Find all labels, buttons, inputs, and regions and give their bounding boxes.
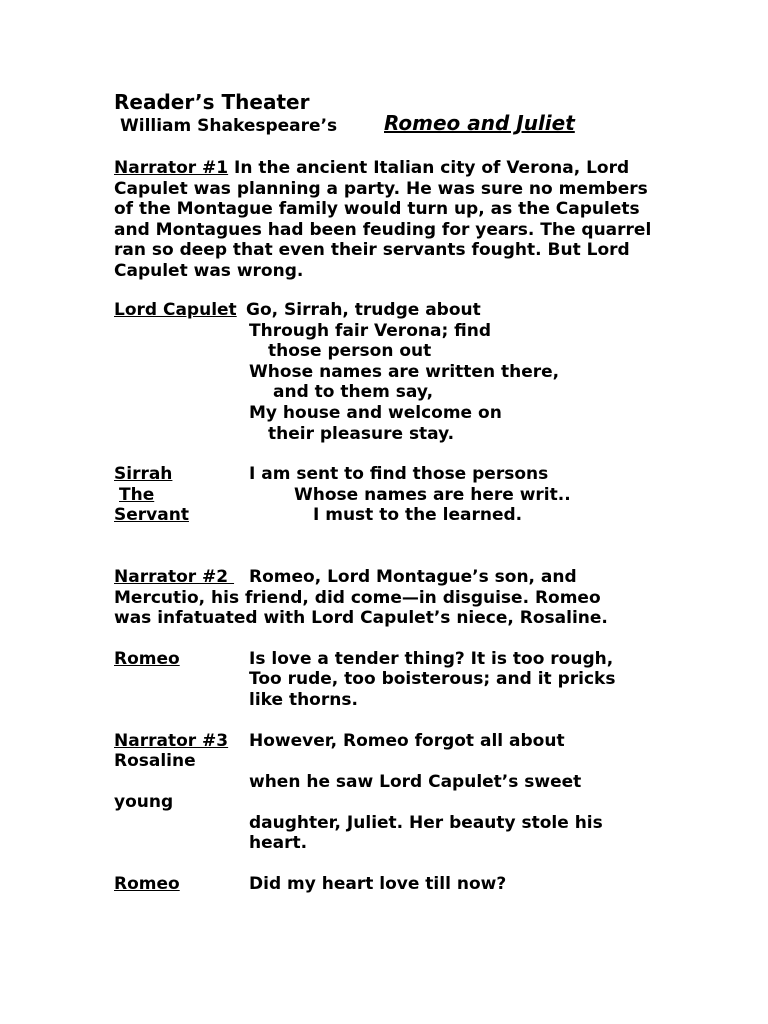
capulet-line: Go, Sirrah, trudge about [246, 300, 481, 320]
sirrah-line: Whose names are here writ.. [294, 485, 571, 505]
narrator3-line: young [114, 792, 174, 812]
narrator1-text: In the ancient Italian city of Verona, Lord Capulet was planning a party. He was sure no members of the Montague family would turn up, as the Capulets and Montagues had been feuding for years. The quarrel ran so deep that even their servants fought. But Lord Capulet was wrong. [114, 158, 652, 281]
capulet-line: their pleasure stay. [268, 424, 455, 444]
capulet-line: Whose names are written there, [249, 362, 560, 382]
narrator2-speaker: Narrator #2 [114, 567, 235, 587]
narrator1-block [114, 158, 659, 281]
sirrah-line: I am sent to find those persons [249, 464, 549, 484]
capulet-line: those person out [268, 341, 432, 361]
author-line: William Shakespeare’s [120, 116, 338, 136]
sirrah-speaker: Sirrah [114, 464, 173, 484]
narrator3-line: Rosaline [114, 751, 196, 771]
romeo-line: like thorns. [249, 690, 358, 710]
romeo-speaker: Romeo [114, 649, 180, 669]
sirrah-speaker: Servant [114, 505, 189, 525]
romeo-line: Too rude, too boisterous; and it pricks [249, 669, 616, 689]
narrator2-line: was infatuated with Lord Capulet’s niece, Rosaline. [114, 608, 608, 628]
narrator3-line: However, Romeo forgot all about [249, 731, 565, 751]
narrator2-line: Romeo, Lord Montague’s son, and [249, 567, 577, 587]
play-title: Romeo and Juliet [384, 111, 575, 135]
capulet-line: My house and welcome on [249, 403, 502, 423]
romeo-line: Did my heart love till now? [249, 874, 507, 894]
narrator3-speaker: Narrator #3 [114, 731, 229, 751]
romeo-line: Is love a tender thing? It is too rough, [249, 649, 614, 669]
narrator2-line: Mercutio, his friend, did come—in disguise. Romeo [114, 588, 601, 608]
narrator3-line: when he saw Lord Capulet’s sweet [249, 772, 582, 792]
capulet-line: and to them say, [273, 382, 434, 402]
sirrah-speaker: The [119, 485, 155, 505]
sirrah-line: I must to the learned. [313, 505, 523, 525]
narrator3-line: heart. [249, 833, 308, 853]
romeo-speaker: Romeo [114, 874, 180, 894]
capulet-line: Through fair Verona; find [249, 321, 492, 341]
capulet-speaker: Lord Capulet [114, 300, 237, 320]
document-title: Reader’s Theater [114, 90, 310, 114]
narrator3-line: daughter, Juliet. Her beauty stole his [249, 813, 603, 833]
narrator1-speaker: Narrator #1 [114, 158, 229, 178]
